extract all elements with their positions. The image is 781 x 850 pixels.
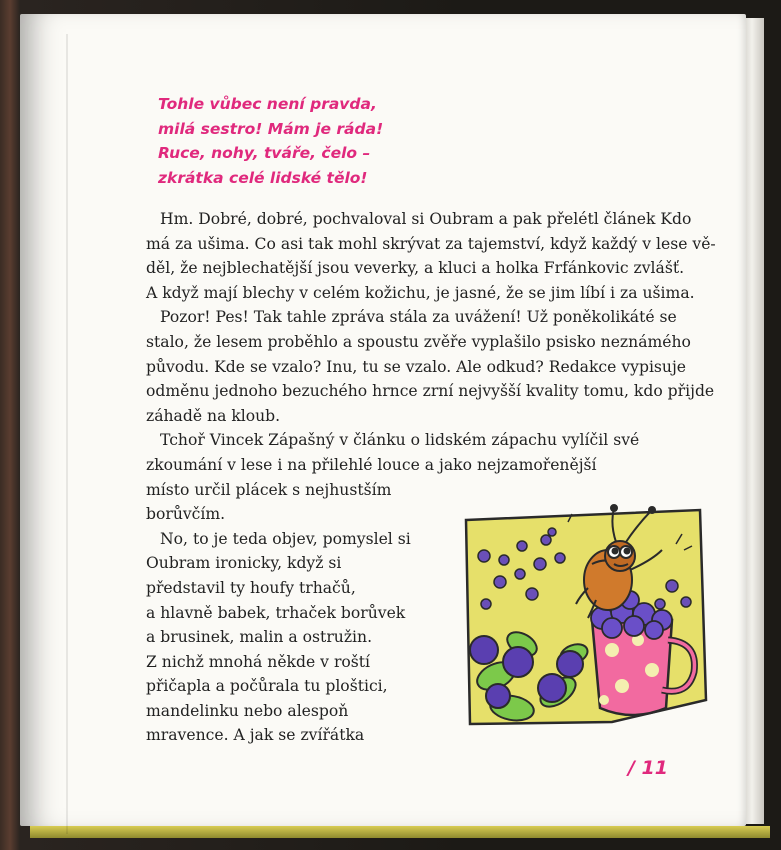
- intro-line: Tohle vůbec není pravda,: [158, 95, 377, 113]
- intro-line: zkrátka celé lidské tělo!: [158, 168, 368, 187]
- text-line: Z nichž mnohá někde v roští: [146, 652, 371, 671]
- text-line: Pozor! Pes! Tak tahle zpráva stála za uvážení! Už poněkolikáté se: [160, 308, 677, 327]
- page-stack-edge: [744, 18, 764, 824]
- text-line: přičapla a počůrala tu ploštici,: [146, 677, 388, 696]
- text-line: Tchoř Vincek Zápašný v článku o lidském zápachu vylíčil své: [160, 431, 640, 450]
- text-line: má za ušima. Co asi tak mohl skrývat za tajemství, když každý v lese vě-: [146, 234, 716, 253]
- text-line: No, to je teda objev, pomyslel si: [160, 529, 411, 548]
- text-line: zkoumání v lese i na přilehlé louce a jako nejzamořenější: [146, 455, 597, 474]
- bug-in-blueberry-cup-illustration: [462, 500, 712, 732]
- text-line: místo určil plácek s nejhustším: [146, 480, 392, 499]
- intro-verse: [158, 92, 478, 190]
- text-line: mandelinku nebo alespoň: [146, 701, 349, 720]
- text-line: a brusinek, malin a ostružin.: [146, 628, 373, 647]
- intro-line: Ruce, nohy, tváře, čelo –: [158, 144, 371, 162]
- text-line: děl, že nejblechatější jsou veverky, a kluci a holka Frfánkovic zvlášť.: [146, 259, 685, 278]
- text-line: původu. Kde se vzalo? Inu, tu se vzalo. Ale odkud? Redakce vypisuje: [146, 357, 687, 376]
- text-line: odměnu jednoho bezuchého hrnce zrní nejvyšší kvality tomu, kdo přijde: [146, 382, 715, 401]
- spine-shadow: [66, 34, 68, 834]
- text-line: představil ty houfy trhačů,: [146, 578, 356, 597]
- intro-line: milá sestro! Mám je ráda!: [158, 119, 384, 138]
- text-line: a hlavně babek, trhaček borůvek: [146, 603, 406, 622]
- text-line: A když mají blechy v celém kožichu, je jasné, že se jim líbí i za ušima.: [146, 283, 695, 302]
- book-cover-edge: [30, 826, 770, 838]
- text-line: Hm. Dobré, dobré, pochvaloval si Oubram a pak přelétl článek Kdo: [160, 210, 692, 228]
- text-line: Oubram ironicky, když si: [146, 554, 342, 573]
- page-number: / 11: [628, 757, 668, 779]
- text-line: mravence. A jak se zvířátka: [146, 726, 365, 745]
- text-line: stalo, že lesem proběhlo a spoustu zvěře vyplašilo psisko neznámého: [146, 332, 691, 351]
- text-line: záhadě na kloub.: [146, 406, 281, 425]
- text-line: borůvčím.: [146, 505, 226, 524]
